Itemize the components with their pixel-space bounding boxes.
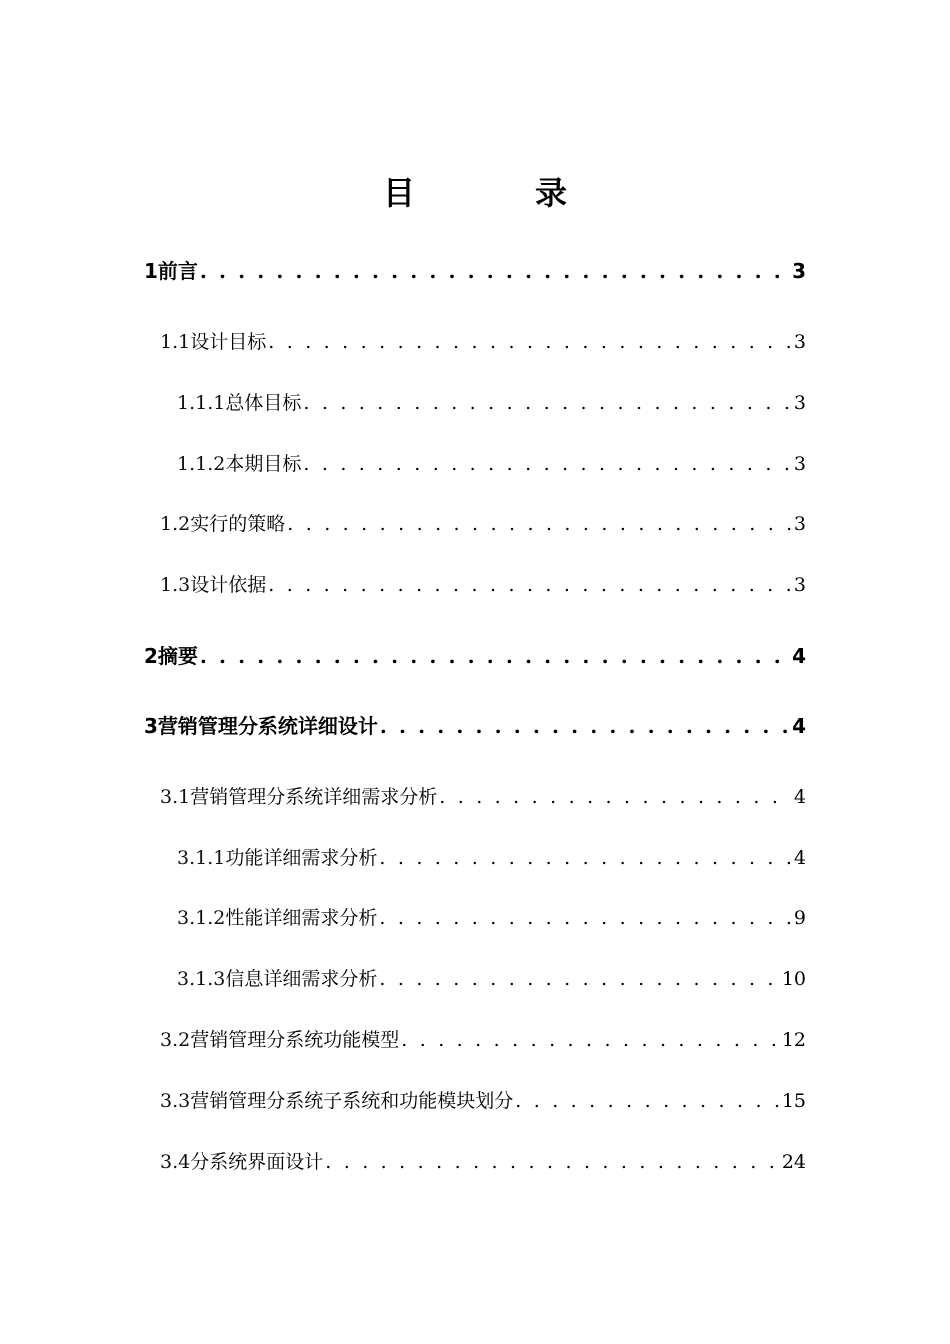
toc-entry-number: 3.1.1 (177, 847, 226, 869)
toc-entry[interactable] (160, 570, 806, 600)
toc-entry-label: 营销管理分系统子系统和功能模块划分 (190, 1090, 514, 1112)
toc-leader-dots (379, 964, 779, 994)
toc-entry-number: 3.3 (160, 1090, 191, 1112)
toc-entry-page-number: 3 (792, 259, 806, 283)
toc-entry-page-number: 15 (781, 1090, 806, 1112)
toc-entry[interactable] (160, 327, 806, 357)
toc-entry-label: 营销管理分系统详细需求分析 (190, 786, 438, 808)
toc-entry[interactable] (177, 843, 806, 873)
toc-entry[interactable] (160, 782, 806, 812)
toc-entry-page-number: 3 (793, 453, 806, 475)
toc-entry[interactable] (177, 449, 806, 479)
toc-leader-dots (303, 388, 792, 418)
toc-entry-label: 本期目标 (225, 453, 302, 475)
toc-leader-dots (303, 449, 792, 479)
toc-entry-number: 1.2 (160, 513, 191, 535)
toc-leader-dots (200, 256, 790, 286)
toc-leader-dots (200, 641, 790, 671)
toc-entry[interactable] (177, 388, 806, 418)
toc-entry[interactable] (144, 641, 806, 671)
toc-entry[interactable] (177, 903, 806, 933)
toc-leader-dots (401, 1025, 780, 1055)
toc-leader-dots (379, 903, 792, 933)
toc-entry-label: 营销管理分系统功能模型 (190, 1029, 400, 1051)
toc-entry-label: 摘要 (157, 644, 198, 668)
toc-entry-page-number: 24 (781, 1151, 806, 1173)
toc-entry-label: 营销管理分系统详细设计 (157, 714, 378, 738)
toc-entry-number: 1.1.2 (177, 453, 226, 475)
toc-entry-number: 2 (144, 644, 158, 668)
toc-entry-page-number: 3 (793, 513, 806, 535)
toc-entry-page-number: 9 (793, 907, 806, 929)
toc-leader-dots (515, 1086, 780, 1116)
toc-entry-label: 前言 (157, 259, 198, 283)
toc-entry-number: 1.3 (160, 574, 191, 596)
toc-entry-number: 3 (144, 714, 158, 738)
toc-entry-page-number: 10 (781, 968, 806, 990)
toc-leader-dots (439, 782, 792, 812)
toc-entry-number: 1.1 (160, 331, 191, 353)
toc-entry-label: 设计依据 (190, 574, 267, 596)
toc-entry-label: 实行的策略 (190, 513, 286, 535)
toc-entry-number: 3.2 (160, 1029, 191, 1051)
toc-entry-number: 3.1.3 (177, 968, 226, 990)
toc-entry-page-number: 12 (781, 1029, 806, 1051)
toc-entry-page-number: 4 (793, 847, 806, 869)
toc-entry-page-number: 3 (793, 392, 806, 414)
toc-leader-dots (325, 1147, 780, 1177)
toc-leader-dots (380, 711, 790, 741)
toc-entry[interactable] (160, 1086, 806, 1116)
toc-entry-number: 1.1.1 (177, 392, 226, 414)
toc-leader-dots (268, 327, 792, 357)
toc-entry-page-number: 4 (793, 786, 806, 808)
toc-entry-label: 信息详细需求分析 (225, 968, 378, 990)
toc-entry-label: 性能详细需求分析 (225, 907, 378, 929)
toc-entry[interactable] (144, 256, 806, 286)
toc-title: 目 录 (382, 174, 611, 212)
toc-entry-label: 总体目标 (225, 392, 302, 414)
toc-entry-number: 3.1.2 (177, 907, 226, 929)
toc-entry-page-number: 3 (793, 331, 806, 353)
toc-entry-page-number: 4 (792, 714, 806, 738)
toc-leader-dots (268, 570, 792, 600)
toc-entry[interactable] (160, 509, 806, 539)
toc-entry-label: 设计目标 (190, 331, 267, 353)
toc-entry[interactable] (144, 711, 806, 741)
toc-entry[interactable] (160, 1147, 806, 1177)
toc-entry-label: 分系统界面设计 (190, 1151, 324, 1173)
toc-entry-label: 功能详细需求分析 (225, 847, 378, 869)
toc-leader-dots (379, 843, 792, 873)
toc-leader-dots (287, 509, 792, 539)
toc-entry[interactable] (160, 1025, 806, 1055)
toc-entry-page-number: 4 (792, 644, 806, 668)
toc-entry-page-number: 3 (793, 574, 806, 596)
toc-entry-number: 3.1 (160, 786, 191, 808)
toc-entry-number: 3.4 (160, 1151, 191, 1173)
toc-entry[interactable] (177, 964, 806, 994)
toc-entry-number: 1 (144, 259, 158, 283)
